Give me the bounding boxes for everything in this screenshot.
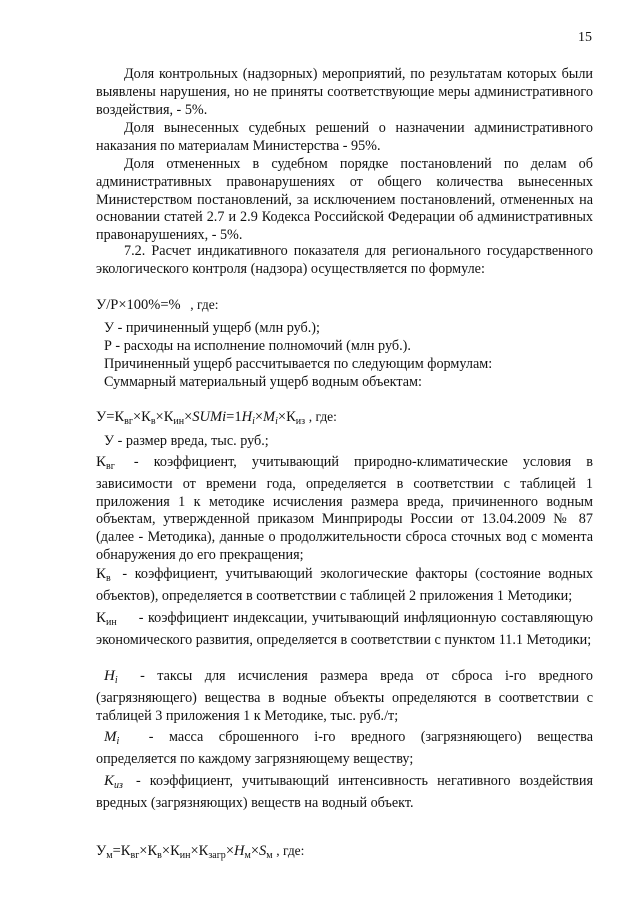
hi-text: - таксы для исчисления размера вреда от сброса i-го вредного (загрязняющего) вещества в водные объекты определяются в соответствии с таблицей 3 приложения 1 к Методике, тыс. руб./т;	[96, 668, 593, 724]
kin-sub: ин	[106, 617, 117, 628]
paragraph-2: Доля вынесенных судебных решений о назначении административного наказания по материалам Министерства - 95%.	[96, 120, 593, 154]
hi-symbol: Н	[104, 668, 115, 684]
kvg-text: - коэффициент, учитывающий природно-климатические условия в зависимости от времени года, определяется в соответствии с таблицей 1 приложения 1 к методике исчисления размера вреда, причиненного водным объектам, утвержденной приказом Минприроды России от 13.04.2009 № 87 (далее - Методика), данные о продолжительности сброса сточных вод с момента обнаружения до его прекращения;	[96, 454, 593, 563]
page-number: 15	[578, 30, 592, 45]
formula-1-expr: У/Р×100%=%	[96, 297, 181, 313]
def-kin	[96, 610, 593, 650]
kiz-symbol: К	[104, 773, 114, 789]
kvg-sub: вг	[106, 461, 115, 472]
mi-symbol: M	[104, 729, 117, 745]
formula-2: $У=К_{вг}\times К_в\times К_{ин}\times SUMi=1Н_i\times M_i\times К_{из}$ , где:	[96, 409, 337, 427]
mi-sub: i	[116, 736, 120, 747]
def-mi	[96, 729, 593, 769]
kv-sub: в	[106, 573, 111, 584]
paragraph-3: Доля отмененных в судебном порядке постановлений по делам об административных правонарушениях от общего количества вынесенных Министерством постановлений, за исключением постановлений, отмененных на основании статей 2.7 и 2.9 Кодекса Российской Федерации об административных правонарушениях, - 5%.	[96, 156, 593, 244]
def-y: У - размер вреда, тыс. руб.;	[104, 433, 269, 449]
def-hi	[96, 668, 593, 725]
paragraph-4: 7.2. Расчет индикативного показателя для регионального государственного экологического контроля (надзора) осуществляется по формуле:	[96, 243, 593, 277]
line-y-def: У - причиненный ущерб (млн руб.);	[104, 320, 320, 336]
formula-3: $У_м=К_{вг}\times К_в\times К_{ин}\times К_{загр}\times Н_м\times S_м$ , где:	[96, 843, 305, 861]
paragraph-1: Доля контрольных (надзорных) мероприятий, по результатам которых были выявлены нарушения, но не приняты соответствующие меры административного воздействия, - 5%.	[96, 66, 593, 118]
kiz-sub: из	[113, 780, 123, 791]
line-water-damage: Суммарный материальный ущерб водным объектам:	[104, 374, 422, 390]
def-kv	[96, 566, 593, 606]
kin-text: - коэффициент индексации, учитывающий инфляционную составляющую экономического развития, определяется в соответствии с пунктом 11.1 Методики;	[96, 610, 593, 648]
kv-text: - коэффициент, учитывающий экологические факторы (состояние водных объектов), определяется в соответствии с таблицей 2 приложения 1 Методики;	[96, 566, 593, 604]
kvg-symbol: К	[96, 454, 107, 470]
formula-1	[96, 297, 218, 314]
formula-2-suffix: , где:	[308, 409, 337, 424]
kiz-text: - коэффициент, учитывающий интенсивность негативного воздействия вредных (загрязняющих) веществ на водный объект.	[96, 773, 593, 811]
mi-text: - масса сброшенного i-го вредного (загрязняющего) вещества определяется по каждому загрязняющему веществу;	[96, 729, 593, 767]
def-kvg	[96, 454, 593, 565]
hi-sub: i	[114, 675, 118, 686]
line-damage-intro: Причиненный ущерб рассчитывается по следующим формулам:	[104, 356, 493, 372]
formula-1-suffix: , где:	[190, 297, 219, 312]
def-kiz	[96, 773, 593, 813]
kv-symbol: К	[96, 566, 107, 582]
kin-symbol: К	[96, 610, 107, 626]
formula-3-suffix: , где:	[276, 843, 305, 858]
line-r-def: Р - расходы на исполнение полномочий (млн руб.).	[104, 338, 411, 354]
